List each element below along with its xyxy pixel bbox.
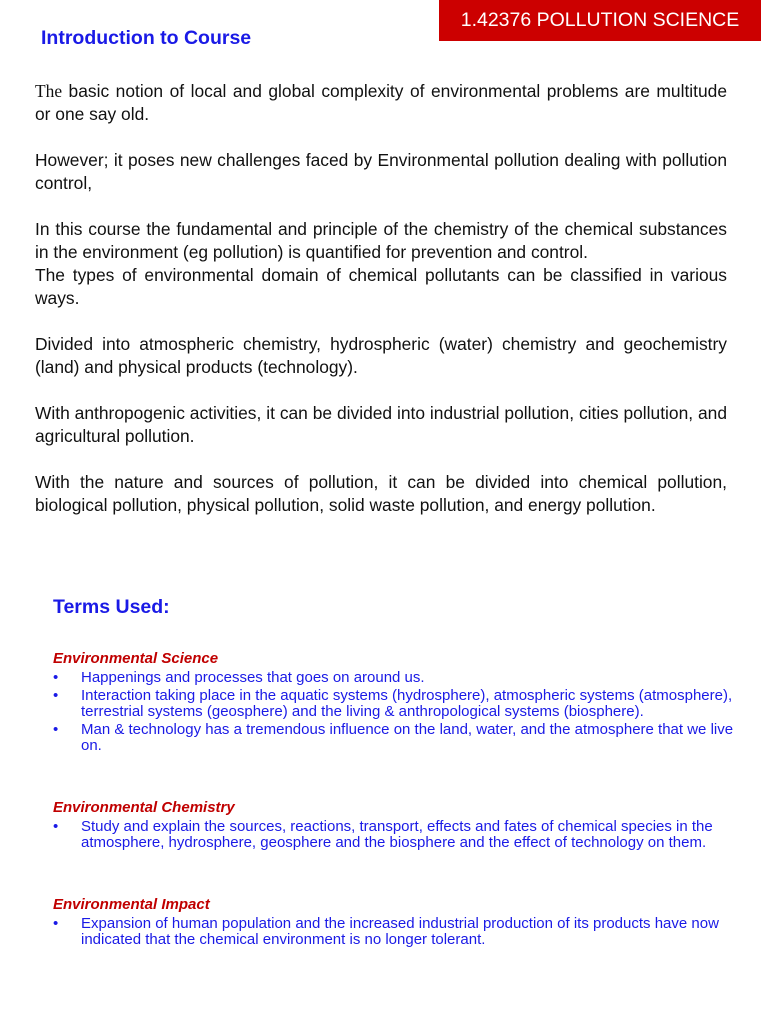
- intro-paragraph: Divided into atmospheric chemistry, hydrospheric (water) chemistry and geochemistry (land) and physical products (technology).: [35, 334, 727, 377]
- terms-section: [53, 596, 743, 950]
- course-code-badge: 1.42376 POLLUTION SCIENCE: [439, 0, 761, 41]
- list-item-text: Interaction taking place in the aquatic systems (hydrosphere), atmospheric systems (atmosphere), terrestrial systems (geosphere) and the living & anthropological systems (biosphere).: [81, 687, 733, 720]
- intro-paragraph: With the nature and sources of pollution, it can be divided into chemical pollution, biological pollution, physical pollution, solid waste pollution, and energy pollution.: [35, 472, 727, 515]
- bullet-icon: •: [53, 687, 59, 704]
- bullet-icon: •: [53, 669, 59, 686]
- list-item-text: Happenings and processes that goes on around us.: [81, 669, 425, 686]
- intro-paragraph: The types of environmental domain of chemical pollutants can be classified in various ways.: [35, 265, 727, 308]
- term-environmental-chemistry: [53, 799, 743, 851]
- page-title: Introduction to Course: [41, 27, 252, 49]
- list-item-text: Man & technology has a tremendous influence on the land, water, and the atmosphere that we live on.: [81, 721, 734, 754]
- term-title: Environmental Science: [53, 650, 219, 667]
- term-environmental-science: [53, 650, 743, 754]
- term-title: Environmental Chemistry: [53, 799, 235, 816]
- terms-heading: Terms Used:: [53, 596, 170, 618]
- term-list: [53, 670, 743, 754]
- intro-body: [35, 80, 727, 517]
- intro-paragraph: In this course the fundamental and principle of the chemistry of the chemical substances in the environment (eg pollution) is quantified for prevention and control.: [35, 219, 727, 262]
- list-item: [53, 819, 743, 851]
- list-item: [53, 670, 743, 686]
- list-item: [53, 916, 743, 948]
- list-item-text: Expansion of human population and the increased industrial production of its products have now indicated that the chemical environment is no longer tolerant.: [81, 915, 719, 948]
- list-item: [53, 722, 743, 754]
- term-list: [53, 819, 743, 851]
- term-title: Environmental Impact: [53, 896, 210, 913]
- intro-paragraph: However; it poses new challenges faced by Environmental pollution dealing with pollution control,: [35, 150, 727, 193]
- bullet-icon: •: [53, 818, 59, 835]
- list-item: [53, 688, 743, 720]
- bullet-icon: •: [53, 721, 59, 738]
- intro-paragraph: With anthropogenic activities, it can be divided into industrial pollution, cities pollution, and agricultural pollution.: [35, 403, 727, 446]
- term-list: [53, 916, 743, 948]
- intro-lead-word: The: [35, 81, 63, 101]
- term-environmental-impact: [53, 896, 743, 948]
- bullet-icon: •: [53, 915, 59, 932]
- intro-paragraph: [35, 80, 727, 126]
- list-item-text: Study and explain the sources, reactions, transport, effects and fates of chemical species in the atmosphere, hydrosphere, geosphere and the biosphere and the effect of technology on them.: [81, 818, 713, 851]
- intro-paragraph-text: basic notion of local and global complexity of environmental problems are multitude or one say old.: [35, 81, 727, 124]
